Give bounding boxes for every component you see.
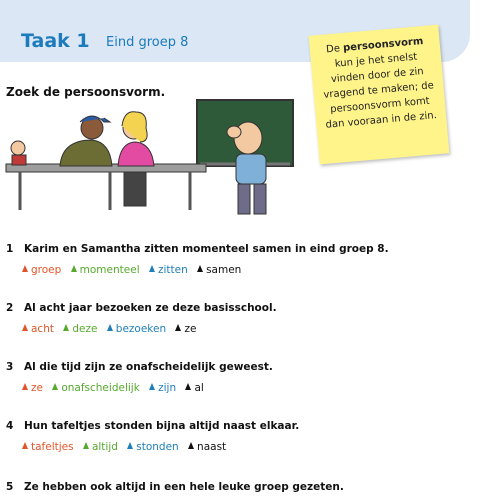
- triangle-marker-icon: [149, 383, 155, 390]
- option[interactable]: tafeltjes: [22, 441, 74, 453]
- sentence-1: [6, 243, 389, 255]
- sentence-text: Al die tijd zijn ze onafscheidelijk geweest.: [24, 361, 273, 373]
- triangle-marker-icon: [71, 265, 77, 272]
- sentence-3: [6, 361, 273, 373]
- option[interactable]: zijn: [149, 382, 176, 394]
- option[interactable]: onafscheidelijk: [52, 382, 139, 394]
- sentence-number: 3: [6, 361, 14, 373]
- sentence-number: 2: [6, 302, 14, 314]
- triangle-marker-icon: [22, 442, 28, 449]
- option[interactable]: samen: [197, 264, 241, 276]
- triangle-marker-icon: [107, 324, 113, 331]
- sentence-4: [6, 420, 299, 432]
- note-keyword: persoonsvorm: [342, 35, 424, 54]
- sentence-number: 1: [6, 243, 14, 255]
- sentence-text: Ze hebben ook altijd in een hele leuke groep gezeten.: [24, 481, 344, 493]
- note-line: vinden door de zin: [330, 66, 425, 86]
- classroom-illustration: [0, 98, 300, 220]
- task-title: Taak 1: [21, 30, 90, 52]
- tip-note: [309, 25, 450, 165]
- answer-options-1: [22, 264, 247, 276]
- answer-options-2: [22, 323, 202, 335]
- sentence-5: [6, 481, 344, 493]
- triangle-marker-icon: [22, 324, 28, 331]
- triangle-marker-icon: [197, 265, 203, 272]
- triangle-marker-icon: [83, 442, 89, 449]
- student-head: [11, 141, 25, 155]
- triangle-marker-icon: [22, 383, 28, 390]
- option[interactable]: zitten: [149, 264, 188, 276]
- instruction-heading: Zoek de persoonsvorm.: [6, 85, 166, 99]
- sentence-number: 4: [6, 420, 14, 432]
- sentence-text: Karim en Samantha zitten momenteel samen in eind groep 8.: [24, 243, 389, 255]
- note-line: dan vooraan in de zin.: [325, 110, 438, 131]
- option[interactable]: ze: [175, 323, 196, 335]
- triangle-marker-icon: [63, 324, 69, 331]
- answer-options-4: [22, 441, 232, 453]
- option[interactable]: al: [185, 382, 203, 394]
- option[interactable]: ze: [22, 382, 43, 394]
- sentence-text: Hun tafeltjes stonden bijna altijd naast elkaar.: [24, 420, 300, 432]
- answer-options-3: [22, 382, 210, 394]
- option[interactable]: groep: [22, 264, 61, 276]
- triangle-marker-icon: [185, 383, 191, 390]
- triangle-marker-icon: [188, 442, 194, 449]
- option[interactable]: deze: [63, 323, 97, 335]
- option[interactable]: altijd: [83, 441, 118, 453]
- option[interactable]: bezoeken: [107, 323, 166, 335]
- note-line: De: [325, 43, 341, 56]
- triangle-marker-icon: [175, 324, 181, 331]
- option[interactable]: stonden: [127, 441, 178, 453]
- option[interactable]: naast: [188, 441, 226, 453]
- note-line: persoonsvorm komt: [329, 95, 431, 116]
- triangle-marker-icon: [22, 265, 28, 272]
- option[interactable]: momenteel: [71, 264, 140, 276]
- note-line: kun je het snelst: [334, 51, 418, 70]
- triangle-marker-icon: [127, 442, 133, 449]
- triangle-marker-icon: [149, 265, 155, 272]
- task-subtitle: Eind groep 8: [106, 35, 189, 50]
- triangle-marker-icon: [52, 383, 58, 390]
- option[interactable]: acht: [22, 323, 54, 335]
- sentence-2: [6, 302, 277, 314]
- sentence-number: 5: [6, 481, 14, 493]
- sentence-text: Al acht jaar bezoeken ze deze basisschool.: [24, 302, 277, 314]
- note-line: vragend te maken; de: [323, 80, 435, 101]
